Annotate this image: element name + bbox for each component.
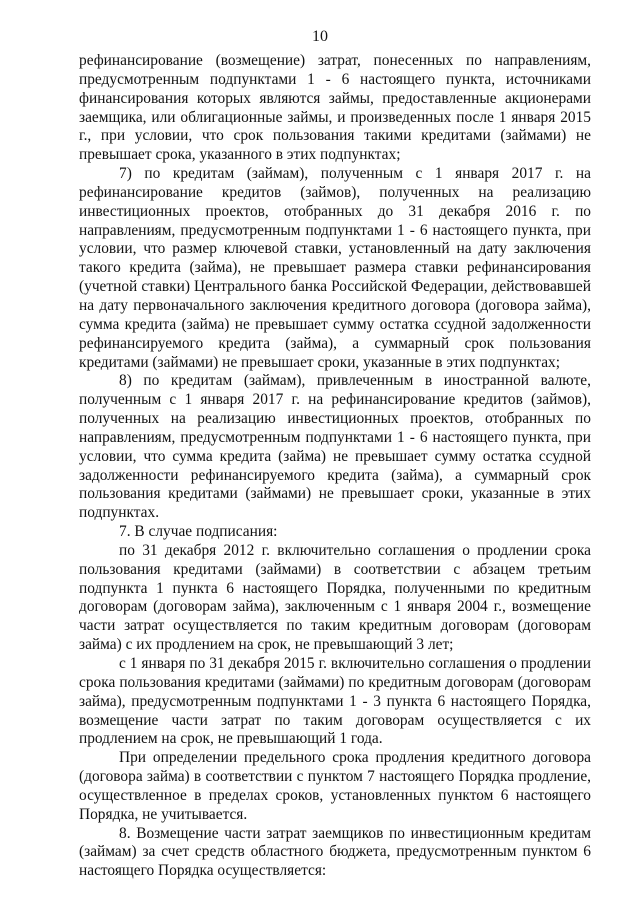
document-body [79, 52, 591, 881]
paragraph-item-7-during-2015: с 1 января по 31 декабря 2015 г. включительно соглашения о продлении срока пользования кредитами (займами) по кредитным договорам (договорам займа), предусмотренным подпунктами 1 - 3 пункта 6 настоящего Порядка, возмещение части затрат по таким договорам осуществляется с их продлением на срок, не превышающий 1 года. [79, 655, 591, 748]
paragraph-item-7-until-2012: по 31 декабря 2012 г. включительно соглашения о продлении срока пользования кредитами (займами) в соответствии с абзацем третьим подпункта 1 пункта 6 настоящего Порядка, полученными по кредитным договорам (договорам займа), заключенным с 1 января 2004 г., возмещение части затрат осуществляется по таким кредитным договорам (договорам займа) с их продлением на срок, не превышающий 3 лет; [79, 541, 591, 654]
paragraph-subitem-8: 8) по кредитам (займам), привлеченным в иностранной валюте, полученным с 1 января 2017 г. на рефинансирование кредитов (займов), полученных на реализацию инвестиционных проектов, отобранных по направлениям, предусмотренным подпунктами 1 - 6 настоящего пункта, при условии, что сумма кредита (займа) не превышает сумму остатка ссудной задолженности рефинансируемого кредита (займа), а суммарный срок пользования кредитами (займами) не превышает сроки, указанные в этих подпунктах. [79, 372, 591, 522]
page-number: 10 [312, 28, 328, 45]
paragraph-subitem-7: 7) по кредитам (займам), полученным с 1 января 2017 г. на рефинансирование кредитов (займов), полученных на реализацию инвестиционных проектов, отобранных до 31 декабря 2016 г. по направлениям, предусмотренным подпунктами 1 - 6 настоящего пункта, при условии, что размер ключевой ставки, установленный на дату заключения такого кредита (займа), не превышает размера ставки рефинансирования (учетной ставки) Центрального банка Российской Федерации, действовавшей на дату первоначального заключения кредитного договора (договора займа), сумма кредита (займа) не превышает сумму остатка ссудной задолженности рефинансируемого кредита (займа), а суммарный срок пользования кредитами (займами) не превышает сроки, указанные в этих подпунктах; [79, 165, 591, 371]
paragraph-extension-limit: При определении предельного срока продления кредитного договора (договора займа) в соответствии с пунктом 7 настоящего Порядка продление, осуществленное в пределах сроков, установленных пунктом 6 настоящего Порядка, не учитывается. [79, 749, 591, 823]
paragraph-item-8: 8. Возмещение части затрат заемщиков по инвестиционным кредитам (займам) за счет средств областного бюджета, предусмотренным пунктом 6 настоящего Порядка осуществляется: [79, 824, 591, 880]
paragraph-item-7-heading: 7. В случае подписания: [119, 523, 278, 541]
paragraph-refinancing-continuation: рефинансирование (возмещение) затрат, понесенных по направлениям, предусмотренным подпунктами 1 - 6 настоящего пункта, источниками финансирования которых являются займы, предоставленные акционерами заемщика, или облигационные займы, и произведенных после 1 января 2015 г., при условии, что срок пользования такими кредитами (займами) не превышает срока, указанного в этих подпунктах; [79, 52, 591, 164]
